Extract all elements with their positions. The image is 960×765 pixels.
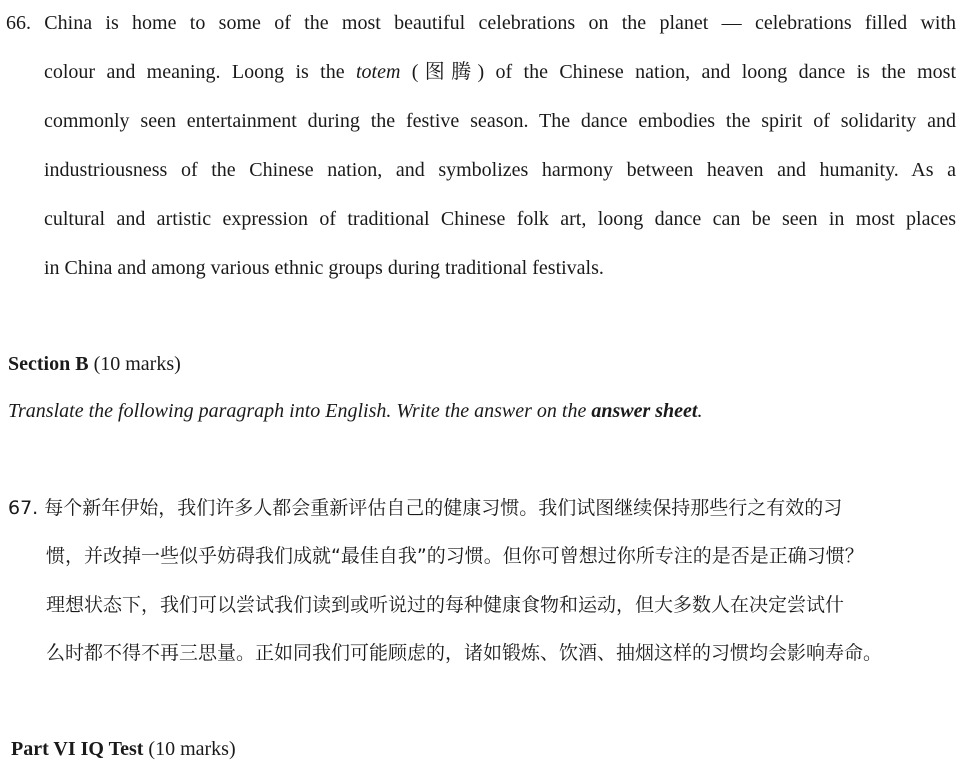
italic-term: totem xyxy=(355,61,401,83)
chinese-line: 理想状态下，我们可以尝试我们读到或听说过的每种健康食物和运动，但大多数人在决定尝试什 xyxy=(46,594,845,616)
chinese-line: 么时都不得不再三思量。正如同我们可能顾虑的，诸如锻炼、饮酒、抽烟这样的习惯均会影响寿命。 xyxy=(46,642,883,664)
instruction-emphasis: answer sheet xyxy=(591,400,698,422)
chinese-line: 67. 每个新年伊始，我们许多人都会重新评估自己的健康习惯。我们试图继续保持那些行之有效的习 xyxy=(8,497,843,519)
section-marks: (10 marks) xyxy=(93,353,181,375)
section-b-heading xyxy=(8,351,181,377)
instruction-end: . xyxy=(697,400,703,422)
passage-line: 66. China is home to some of the most beautiful celebrations on the planet — celebrations filled with xyxy=(6,12,956,34)
part-marks: (10 marks) xyxy=(148,738,236,760)
part-6-heading xyxy=(11,736,236,762)
part-title: Part VI IQ Test xyxy=(11,738,144,760)
passage-line: in China and among various ethnic groups during traditional festivals. xyxy=(44,257,604,279)
instruction-text: Translate the following paragraph into English. Write the answer on the xyxy=(8,400,587,422)
translation-instruction xyxy=(8,398,702,424)
passage-line: industriousness of the Chinese nation, and symbolizes harmony between heaven and humanity. As a xyxy=(44,159,956,181)
passage-line: commonly seen entertainment during the festive season. The dance embodies the spirit of solidarity and xyxy=(44,110,956,132)
passage-line: cultural and artistic expression of traditional Chinese folk art, loong dance can be seen in most places xyxy=(44,208,956,230)
passage-line: colour and meaning. Loong is the totem (图腾) of the Chinese nation, and loong dance is the most xyxy=(44,61,957,83)
section-title: Section B xyxy=(8,353,89,375)
chinese-line: 惯，并改掉一些似乎妨碍我们成就“最佳自我”的习惯。但你可曾想过你所专注的是否是正确习惯？ xyxy=(46,545,864,567)
